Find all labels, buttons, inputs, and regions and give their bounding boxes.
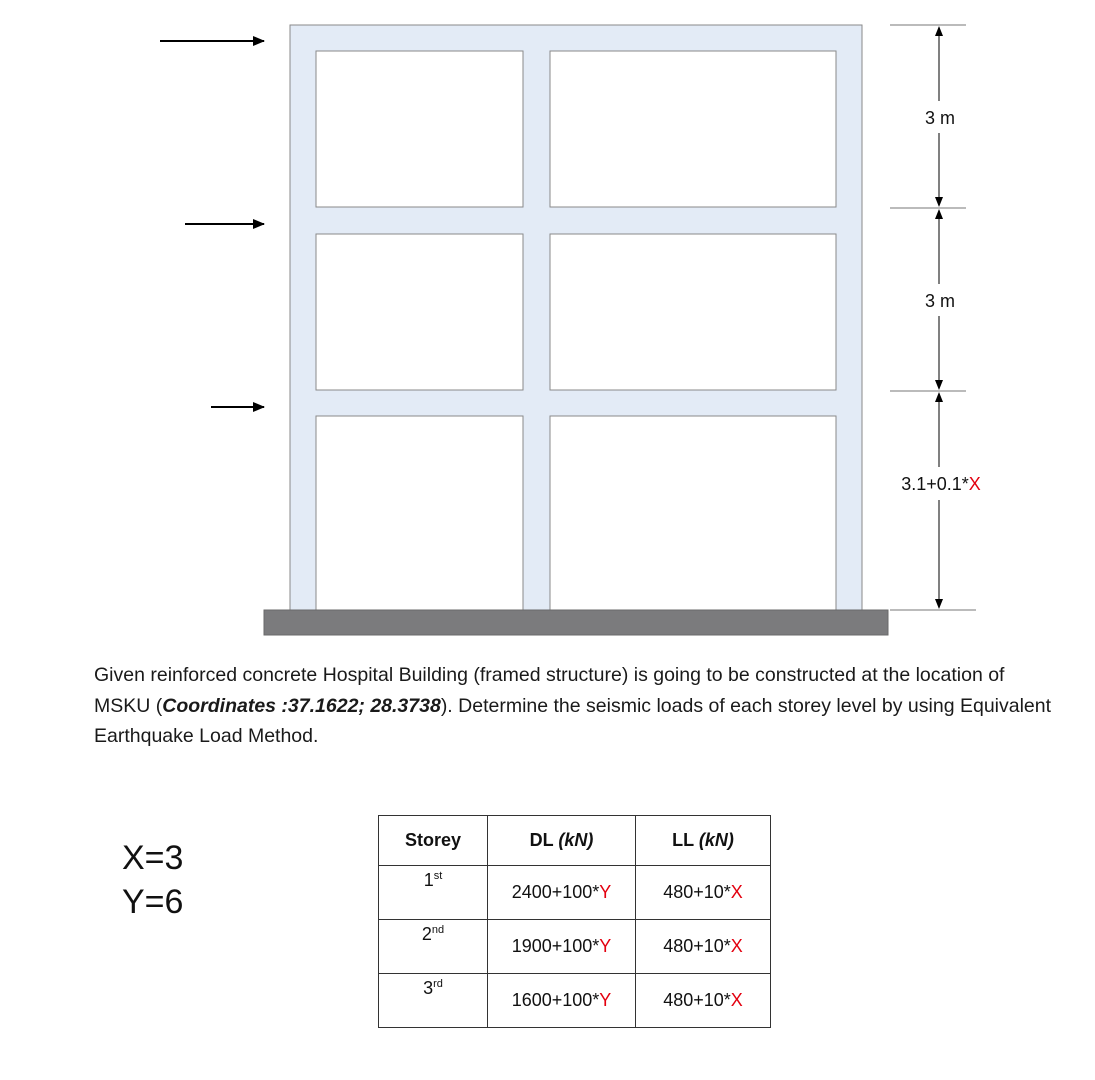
table-header-row xyxy=(379,816,771,866)
problem-text-after: ). Determine the seismic loads of each storey level by using Equivalent Earthquake Load Method. xyxy=(94,694,1052,747)
dim-label-ground-var: X xyxy=(968,474,981,494)
dl-cell xyxy=(488,920,636,974)
ll-cell xyxy=(636,866,771,920)
frame-panel-mid-left xyxy=(316,234,523,390)
frame-panel-top-right xyxy=(550,51,836,207)
header-ll xyxy=(636,816,771,866)
header-storey: Storey xyxy=(379,816,488,866)
storey-ordinal: nd xyxy=(431,924,445,936)
dim-label-ground-prefix: 3.1+0.1* xyxy=(901,474,969,494)
problem-statement xyxy=(94,660,1054,752)
ll-var: X xyxy=(730,936,743,956)
dim-label-top: 3 m xyxy=(924,108,956,128)
ll-base: 480+10* xyxy=(663,936,731,956)
storey-loads-table xyxy=(378,815,771,1028)
storey-number: 2 xyxy=(421,924,432,944)
header-dl xyxy=(488,816,636,866)
header-ll-label: LL xyxy=(672,830,699,850)
header-dl-unit: (kN) xyxy=(558,830,594,850)
table-row xyxy=(379,974,771,1028)
frame-panel-top-left xyxy=(316,51,523,207)
ll-var: X xyxy=(730,990,743,1010)
ll-base: 480+10* xyxy=(663,990,731,1010)
dl-base: 2400+100* xyxy=(511,882,600,902)
frame-panel-bottom-left xyxy=(316,416,523,610)
problem-coordinates: Coordinates :37.1622; 28.3738 xyxy=(162,694,441,717)
dl-var: Y xyxy=(599,936,612,956)
storey-ordinal: st xyxy=(433,870,443,882)
dim-label-mid: 3 m xyxy=(924,291,956,311)
ll-base: 480+10* xyxy=(663,882,731,902)
variable-y: Y=6 xyxy=(122,883,184,921)
header-ll-unit: (kN) xyxy=(698,830,734,850)
storey-number: 3 xyxy=(423,978,434,998)
ll-var: X xyxy=(730,882,743,902)
dl-cell xyxy=(488,866,636,920)
dl-base: 1900+100* xyxy=(511,936,600,956)
storey-number: 1 xyxy=(423,870,434,890)
problem-text-before: Given reinforced concrete Hospital Building (framed structure) is going to be constructed at the location of MSKU ( xyxy=(94,664,1005,717)
dim-label-ground xyxy=(901,474,981,494)
table-row xyxy=(379,920,771,974)
dl-var: Y xyxy=(599,990,612,1010)
dl-cell xyxy=(488,974,636,1028)
frame-panel-mid-right xyxy=(550,234,836,390)
storey-cell xyxy=(379,866,488,920)
ll-cell xyxy=(636,920,771,974)
variable-values xyxy=(122,836,183,924)
frame-panel-bottom-right xyxy=(550,416,836,610)
ground-slab xyxy=(264,610,888,635)
header-dl-label: DL xyxy=(529,830,559,850)
storey-cell xyxy=(379,974,488,1028)
table-row xyxy=(379,866,771,920)
variable-x: X=3 xyxy=(122,839,184,877)
storey-cell xyxy=(379,920,488,974)
dl-var: Y xyxy=(599,882,612,902)
storey-ordinal: rd xyxy=(433,978,443,990)
ll-cell xyxy=(636,974,771,1028)
dl-base: 1600+100* xyxy=(511,990,600,1010)
